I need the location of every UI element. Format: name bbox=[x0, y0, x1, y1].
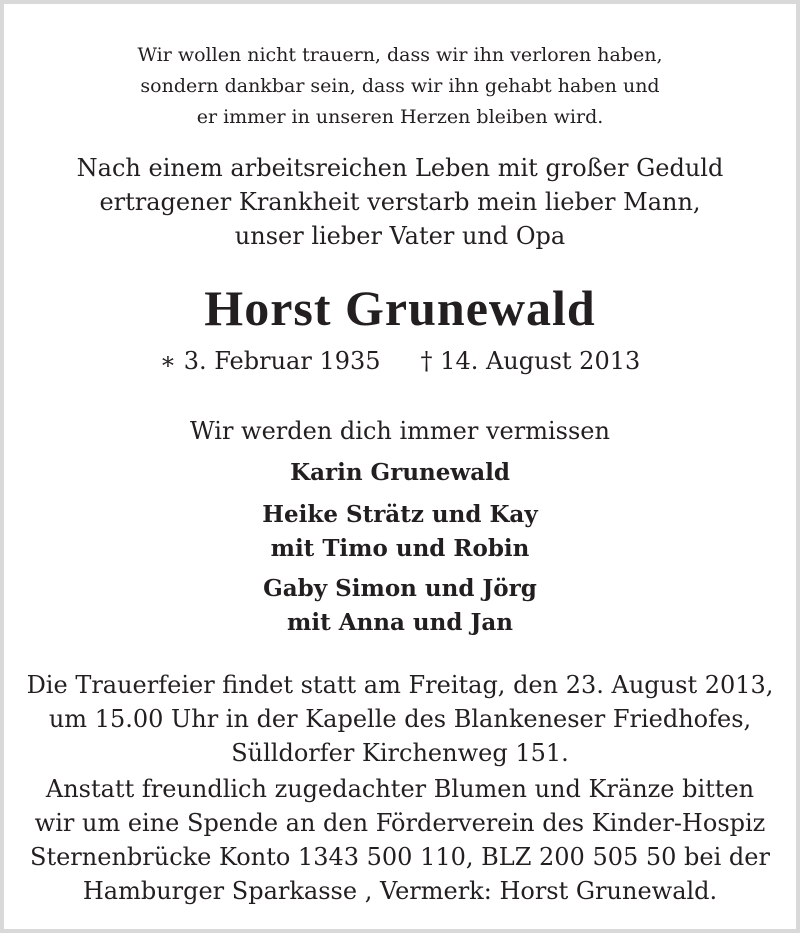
birth-date: ∗ 3. Februar 1935 bbox=[159, 347, 381, 375]
mourning-line: Wir werden dich immer vermissen bbox=[190, 417, 610, 445]
verse-line: Wir wollen nicht trauern, dass wir ihn verloren haben, bbox=[137, 44, 663, 66]
mourner-group bbox=[4, 498, 796, 566]
mourner-name: Gaby Simon und Jörg bbox=[263, 575, 537, 602]
service-line: Sülldorfer Kirchenweg 151. bbox=[231, 739, 569, 767]
donation-line: Anstatt freundlich zugedachter Blumen und Kränze bitten bbox=[45, 775, 755, 803]
announcement-line: unser lieber Vater und Opa bbox=[234, 222, 566, 250]
donation-line: wir um eine Spende an den Förderverein des Kinder-Hospiz bbox=[34, 809, 766, 837]
donation-request bbox=[4, 772, 796, 908]
verse-line: er immer in unseren Herzen bleiben wird. bbox=[196, 106, 604, 128]
donation-line: Hamburger Sparkasse , Vermerk: Horst Grunewald. bbox=[82, 877, 718, 905]
donation-line: Sternenbrücke Konto 1343 500 110, BLZ 200 505 50 bei der bbox=[30, 843, 770, 871]
announcement-line: Nach einem arbeitsreichen Leben mit großer Geduld bbox=[76, 154, 724, 182]
mourner-name: mit Anna und Jan bbox=[287, 609, 513, 636]
mourner-group bbox=[4, 572, 796, 640]
verse-line: sondern dankbar sein, dass wir ihn gehabt haben und bbox=[140, 75, 660, 97]
mourner-name: mit Timo und Robin bbox=[270, 535, 530, 562]
deceased-name: Horst Grunewald bbox=[204, 280, 596, 336]
mourner-name: Heike Strätz und Kay bbox=[262, 501, 538, 528]
memorial-verse bbox=[4, 40, 796, 133]
service-line: Die Trauerfeier findet statt am Freitag, den 23. August 2013, bbox=[26, 671, 774, 699]
service-line: um 15.00 Uhr in der Kapelle des Blankeneser Friedhofes, bbox=[48, 705, 752, 733]
death-date: † 14. August 2013 bbox=[420, 347, 641, 375]
mourner-group bbox=[4, 456, 796, 490]
death-announcement bbox=[4, 151, 796, 253]
funeral-service-info bbox=[4, 668, 796, 770]
announcement-line: ertragener Krankheit verstarb mein lieber Mann, bbox=[99, 188, 701, 216]
mourner-name: Karin Grunewald bbox=[290, 459, 510, 486]
life-dates bbox=[4, 344, 796, 378]
